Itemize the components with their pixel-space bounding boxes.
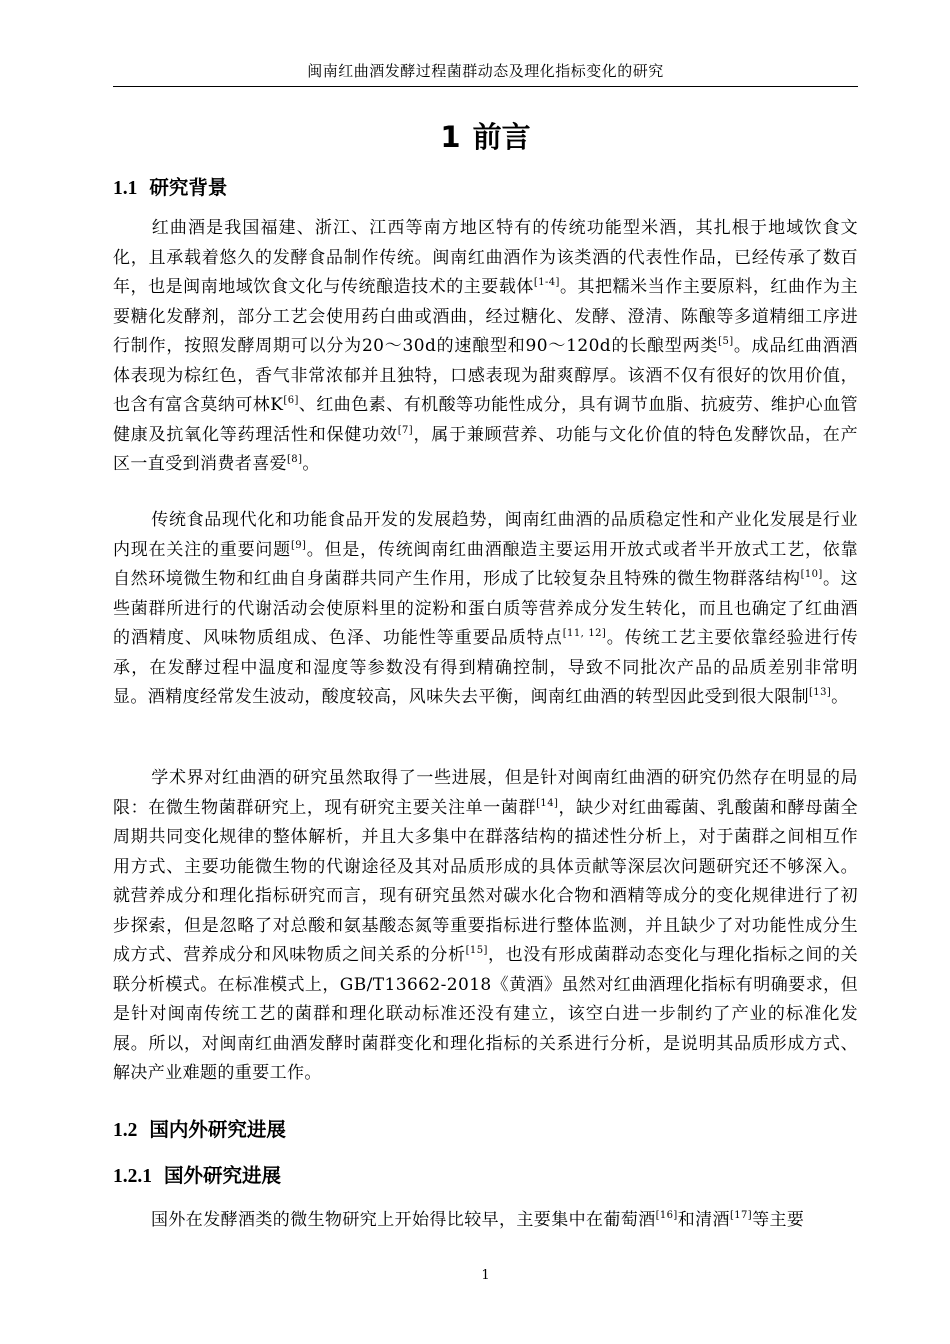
citation: [17] [729, 1210, 753, 1221]
subsection-title: 国外研究进展 [164, 1164, 282, 1187]
body-paragraph-1 [113, 214, 858, 480]
citation: [9] [290, 539, 307, 551]
paragraph-text: 和清酒 [677, 1210, 730, 1230]
section-title: 国内外研究进展 [149, 1118, 286, 1141]
citation: [16] [655, 1210, 678, 1221]
subsection-heading-1-2-1 [113, 1162, 281, 1191]
paragraph-text: 。但是，传统闽南红曲酒酿造主要运用开放式或者半开放式工艺，依靠自然环境微生物和红曲自身菌群共同产生作用，形成了比较复杂且特殊的微生物群落结构 [113, 539, 859, 589]
paragraph-text: ，缺少对红曲霉菌、乳酸菌和酵母菌全周期共同变化规律的整体解析，并且大多集中在群落结构的描述性分析上，对于菌群之间相互作用方式、主要功能微生物的代谢途径及其对品质形成的具体贡献等深层次问题研究还不够深入。就营养成分和理化指标研究而言，现有研究虽然对碳水化合物和酒精等成分的变化规律进行了初步探索，但是忽略了对总酸和氨基酸态氮等重要指标进行整体监测，并且缺少了对功能性成分生成方式、营养成分和风味物质之间关系的分析 [113, 797, 858, 965]
citation: [10] [800, 569, 823, 580]
header-rule [113, 86, 858, 87]
citation: [15] [465, 945, 488, 956]
subsection-number: 1.2.1 [113, 1166, 152, 1187]
citation: [5] [718, 336, 734, 347]
paragraph-text: 红曲酒是我国福建、浙江、江西等南方地区特有的传统功能型米酒，其扎根于地域饮食文化，且承载着悠久的发酵食品制作传统。闽南红曲酒作为该类酒的代表性作品，已经传承了数百年，也是闽南地域饮食文化与传统酿造技术的主要载体 [113, 218, 858, 297]
section-number: 1.1 [113, 178, 138, 199]
running-header: 闽南红曲酒发酵过程菌群动态及理化指标变化的研究 [307, 62, 664, 80]
section-number: 1.2 [113, 1120, 138, 1141]
citation: [7] [397, 424, 414, 436]
section-title: 研究背景 [149, 176, 228, 199]
paragraph-text: 等主要 [752, 1210, 805, 1230]
body-paragraph-3 [113, 764, 858, 1089]
paragraph-text: 。 [831, 687, 849, 707]
paragraph-text: 。传统工艺主要依靠经验进行传承，在发酵过程中温度和湿度等参数没有得到精确控制，导致不同批次产品的品质差别非常明显。酒精度经常发生波动，酸度较高，风味失去平衡，闽南红曲酒的转型因此受到很大限制 [113, 628, 859, 707]
body-paragraph-2 [113, 506, 858, 713]
paragraph-text: 。成品红曲酒酒体表现为棕红色，香气非常浓郁并且独特，口感表现为甜爽醇厚。该酒不仅有很好的饮用价值，也含有富含莫纳可林K [113, 336, 858, 415]
paragraph-text: 。这些菌群所进行的代谢活动会使原料里的淀粉和蛋白质等营养成分发生转化，而且也确定了红曲酒的酒精度、风味物质组成、色泽、功能性等重要品质特点 [113, 569, 858, 648]
citation: [8] [287, 454, 303, 465]
chapter-title [113, 116, 858, 158]
citation: [13] [809, 687, 832, 698]
chapter-number: 1 [440, 120, 461, 154]
citation: [14] [536, 797, 559, 809]
paragraph-text: 学术界对红曲酒的研究虽然取得了一些进展，但是针对闽南红曲酒的研究仍然存在明显的局限：在微生物菌群研究上，现有研究主要关注单一菌群 [113, 768, 858, 818]
chapter-title-text: 前言 [472, 120, 531, 154]
paragraph-text: 国外在发酵酒类的微生物研究上开始得比较早，主要集中在葡萄酒 [151, 1210, 656, 1230]
section-heading-1-2 [113, 1116, 286, 1145]
page-number: 1 [481, 1268, 490, 1283]
citation: [11, 12] [562, 628, 607, 639]
section-heading-1-1 [113, 174, 227, 203]
paragraph-text: 。 [302, 454, 320, 474]
citation: [1-4] [533, 277, 560, 288]
paragraph-text: ，属于兼顾营养、功能与文化价值的特色发酵饮品，在产区一直受到消费者喜爱 [113, 424, 858, 474]
body-paragraph-4 [113, 1206, 858, 1236]
citation: [6] [283, 395, 299, 406]
paragraph-text: 。其把糯米当作主要原料，红曲作为主要糖化发酵剂，部分工艺会使用药白曲或酒曲，经过糖化、发酵、澄清、陈酿等多道精细工序进行制作，按照发酵周期可以分为20～30d的速酿型和90～120d的长酿型两类 [113, 277, 858, 356]
paragraph-text: ，也没有形成菌群动态变化与理化指标之间的关联分析模式。在标准模式上，GB/T13662-2018《黄酒》虽然对红曲酒理化指标有明确要求，但是针对闽南传统工艺的菌群和理化联动标准还没有建立，该空白进一步制约了产业的标准化发展。所以，对闽南红曲酒发酵时菌群变化和理化指标的关系进行分析，是说明其品质形成方式、解决产业难题的重要工作。 [113, 945, 859, 1083]
paragraph-text: 传统食品现代化和功能食品开发的发展趋势，闽南红曲酒的品质稳定性和产业化发展是行业内现在关注的重要问题 [113, 510, 858, 560]
paragraph-text: 、红曲色素、有机酸等功能性成分，具有调节血脂、抗疲劳、维护心血管健康及抗氧化等药理活性和保健功效 [113, 395, 858, 445]
